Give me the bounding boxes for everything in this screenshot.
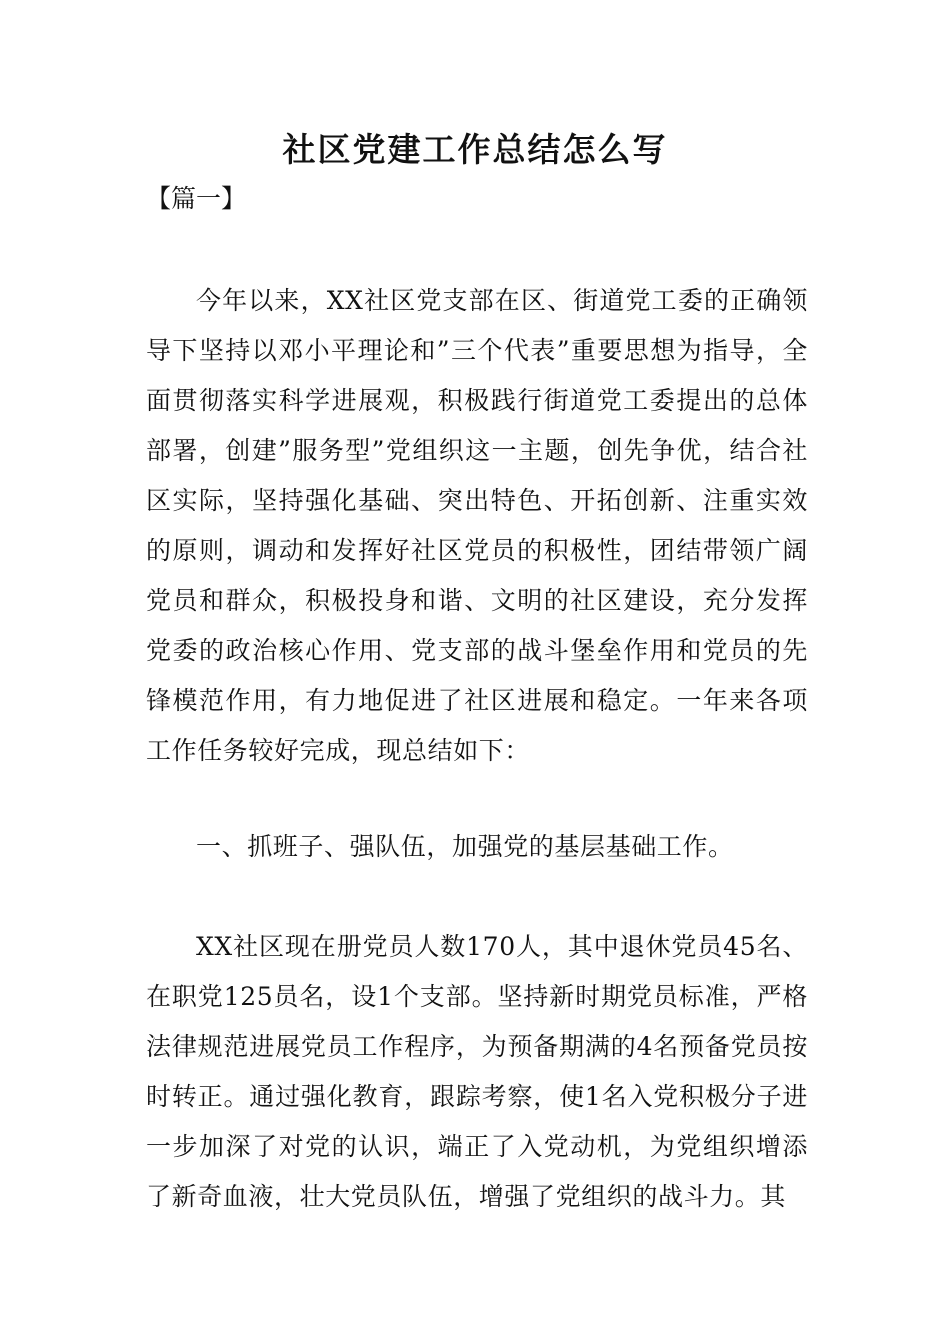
section-heading-1: 一、抓班子、强队伍，加强党的基层基础工作。 xyxy=(196,832,734,861)
body-paragraph-members: XX社区现在册党员人数170人，其中退休党员45名、在职党125员名，设1个支部。坚持新时期党员标准，严格法律规范进展党员工作程序，为预备期满的4名预备党员按时转正。通过强化教育，跟踪考察，使1名入党积极分子进一步加深了对党的认识，端正了入党动机，为党组织增添了新奇血液，壮大党员队伍，增强了党组织的战斗力。其 xyxy=(146,932,808,1211)
document-title: 社区党建工作总结怎么写 xyxy=(282,130,668,169)
body-paragraph-intro: 今年以来，XX社区党支部在区、街道党工委的正确领导下坚持以邓小平理论和”三个代表”重要思想为指导，全面贯彻落实科学进展观，积极践行街道党工委提出的总体部署，创建”服务型”党组织这一主题，创先争优，结合社区实际，坚持强化基础、突出特色、开拓创新、注重实效的原则，调动和发挥好社区党员的积极性，团结带领广阔党员和群众，积极投身和谐、文明的社区建设，充分发挥党委的政治核心作用、党支部的战斗堡垒作用和党员的先锋模范作用，有力地促进了社区进展和稳定。一年来各项工作任务较好完成，现总结如下： xyxy=(146,286,808,765)
section-label: 【篇一】 xyxy=(146,184,247,213)
